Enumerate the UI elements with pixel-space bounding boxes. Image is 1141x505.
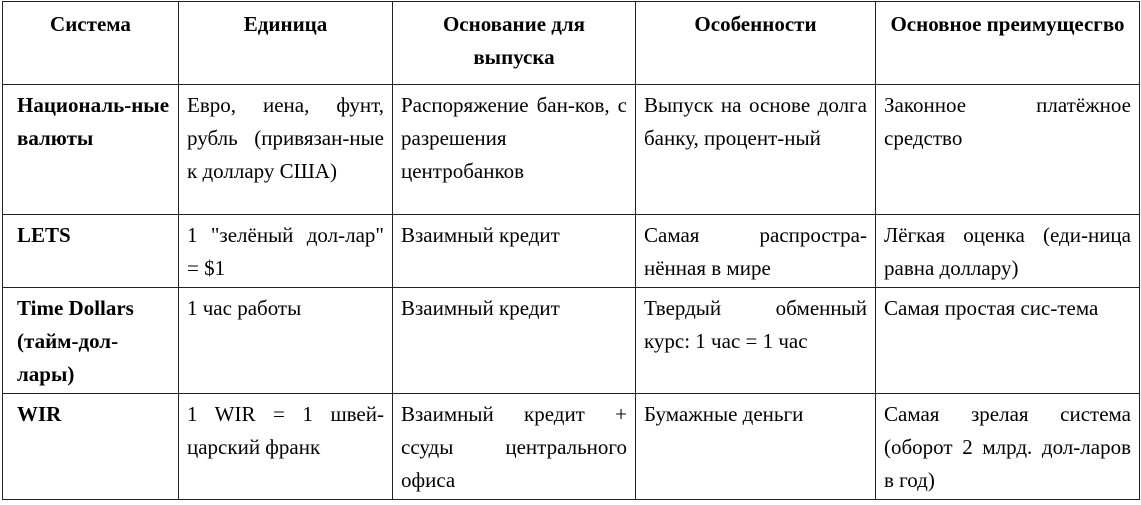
cell-features: Твердый обменный курс: 1 час = 1 час — [636, 288, 876, 394]
currency-systems-table — [2, 1, 1140, 500]
cell-features: Самая распростра-нённая в мире — [636, 215, 876, 288]
table-row-lets — [3, 215, 1140, 288]
header-advantage: Основное преимущесгво — [876, 2, 1140, 85]
cell-system: Time Dollars (тайм-дол-лары) — [3, 288, 179, 394]
table-row-time-dollars — [3, 288, 1140, 394]
header-system: Система — [3, 2, 179, 85]
cell-advantage: Самая простая сис-тема — [876, 288, 1140, 394]
header-unit: Единица — [179, 2, 393, 85]
cell-advantage: Законное платёжное средство — [876, 85, 1140, 215]
cell-unit: 1 час работы — [179, 288, 393, 394]
cell-unit: 1 WIR = 1 швей-царский франк — [179, 394, 393, 500]
cell-unit: 1 "зелёный дол-лар" = $1 — [179, 215, 393, 288]
cell-basis: Распоряжение бан-ков, с разрешения центробанков — [393, 85, 636, 215]
cell-unit: Евро, иена, фунт, рубль (привязан-ные к доллару США) — [179, 85, 393, 215]
cell-features: Выпуск на основе долга банку, процент-ный — [636, 85, 876, 215]
header-row — [3, 2, 1140, 85]
cell-features: Бумажные деньги — [636, 394, 876, 500]
table-row-wir — [3, 394, 1140, 500]
table-row-national — [3, 85, 1140, 215]
cell-basis: Взаимный кредит — [393, 215, 636, 288]
cell-advantage: Лёгкая оценка (еди-ница равна доллару) — [876, 215, 1140, 288]
cell-advantage: Самая зрелая система (оборот 2 млрд. дол-ларов в год) — [876, 394, 1140, 500]
cell-system: LETS — [3, 215, 179, 288]
header-basis: Основание для выпуска — [393, 2, 636, 85]
header-features: Особенности — [636, 2, 876, 85]
cell-basis: Взаимный кредит — [393, 288, 636, 394]
cell-system: WIR — [3, 394, 179, 500]
cell-basis: Взаимный кредит + ссуды центрального офиса — [393, 394, 636, 500]
cell-system: Националь-ные валюты — [3, 85, 179, 215]
